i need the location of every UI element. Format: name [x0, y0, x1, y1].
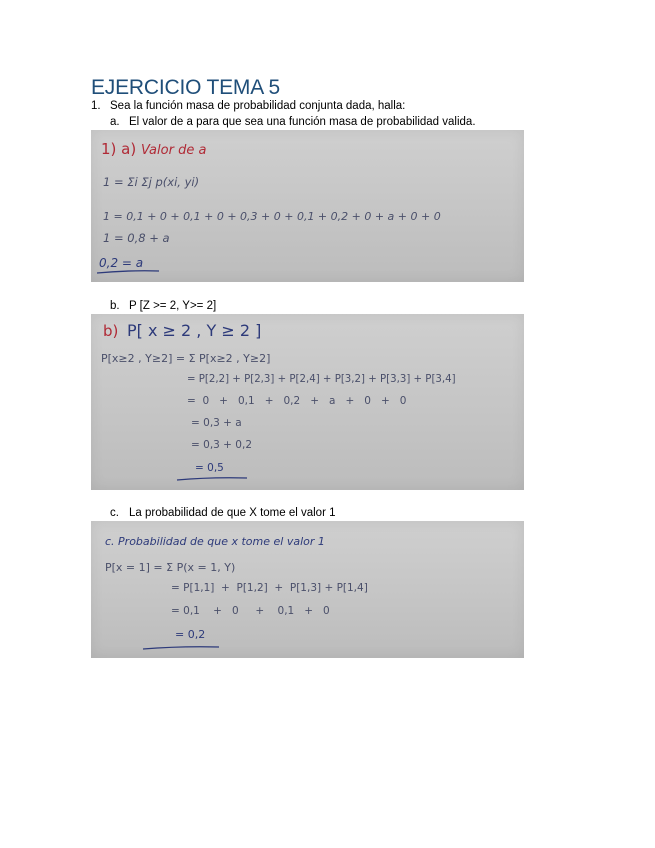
equation-line-2: = P[2,2] + P[2,3] + P[2,4] + P[3,2] + P[3,3] + P[3,4] [187, 374, 456, 385]
equation-line-4: = 0,3 + a [191, 417, 242, 429]
equation-line-3: = 0 + 0,1 + 0,2 + a + 0 + 0 [187, 395, 407, 407]
equation-line-2: = P[1,1] + P[1,2] + P[1,3] + P[1,4] [171, 582, 368, 594]
item-a [110, 116, 476, 128]
item-b [110, 300, 216, 312]
equation-line-1: 1 = Σi Σj p(xi, yi) [103, 175, 200, 189]
document-title: EJERCICIO TEMA 5 [91, 76, 280, 99]
equation-line-1: P[x≥2 , Y≥2] = Σ P[x≥2 , Y≥2] [101, 352, 271, 365]
equation-line-2: 1 = 0,1 + 0 + 0,1 + 0 + 0,3 + 0 + 0,1 + 0,2 + 0 + a + 0 + 0 [103, 210, 441, 223]
equation-line-3: = 0,1 + 0 + 0,1 + 0 [171, 605, 330, 617]
photo-answer-b [91, 314, 524, 490]
item-c-text: La probabilidad de que X tome el valor 1 [129, 507, 336, 519]
handwriting-b [91, 314, 524, 490]
item-a-text: El valor de a para que sea una función masa de probabilidad valida. [129, 116, 476, 128]
question-1 [91, 100, 405, 112]
equation-line-1: P[x = 1] = Σ P(x = 1, Y) [105, 561, 236, 574]
item-c-letter: c. [110, 507, 119, 519]
question-number: 1. [91, 100, 101, 112]
photo-answer-c [91, 521, 524, 658]
heading-text: P[ x ≥ 2 , Y ≥ 2 ] [127, 321, 262, 340]
item-b-text: P [Z >= 2, Y>= 2] [129, 300, 217, 312]
underline [97, 271, 159, 273]
result-line: = 0,5 [195, 462, 224, 474]
underline [143, 647, 219, 649]
heading-text: c. Probabilidad de que x tome el valor 1 [105, 535, 325, 548]
heading-label: b) [103, 322, 119, 340]
result-line: = 0,2 [175, 628, 206, 641]
result-line: 0,2 = a [99, 256, 144, 270]
equation-line-3: 1 = 0,8 + a [103, 231, 170, 245]
photo-answer-a [91, 130, 524, 282]
handwriting-c [91, 521, 524, 658]
item-b-letter: b. [110, 300, 120, 312]
item-c [110, 507, 336, 519]
equation-line-5: = 0,3 + 0,2 [191, 439, 253, 451]
heading-text: Valor de a [141, 143, 207, 158]
underline [177, 478, 247, 480]
item-a-letter: a. [110, 116, 120, 128]
heading-label: 1) a) [101, 140, 137, 158]
handwriting-a [91, 130, 524, 282]
question-text: Sea la función masa de probabilidad conjunta dada, halla: [110, 100, 406, 112]
